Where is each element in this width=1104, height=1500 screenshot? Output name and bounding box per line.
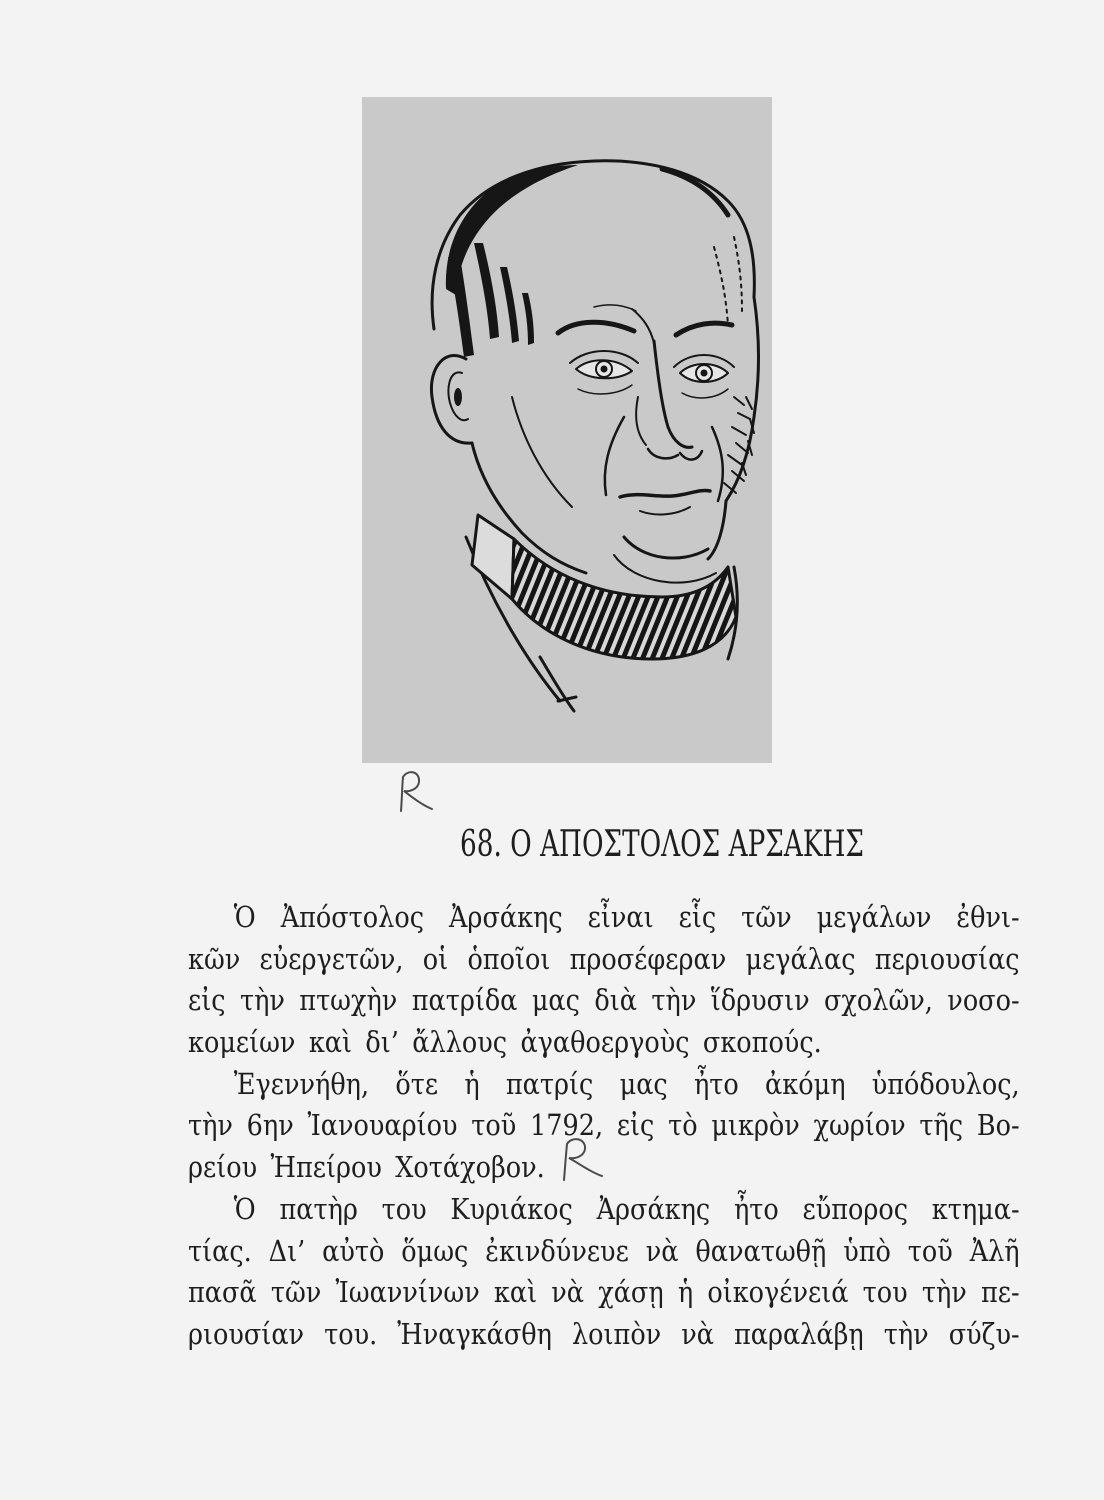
text-line: εἰς τὴν πτωχὴν πατρίδα μας διὰ τὴν ἵδρυσιν σχολῶν, νοσο-	[188, 983, 1020, 1018]
cravat	[512, 539, 736, 659]
chapter-heading: 68. Ο ΑΠΟΣΤΟΛΟΣ ΑΡΣΑΚΗΣ	[460, 824, 864, 865]
ear	[431, 355, 472, 443]
text-line: τὴν 6ην Ἰανουαρίου τοῦ 1792, εἰς τὸ μικρὸν χωρίον τῆς Βο-	[188, 1108, 1020, 1143]
paragraph	[188, 1189, 1020, 1356]
text-line: Ἐγεννήθη, ὅτε ἡ πατρίς μας ἦτο ἀκόμη ὑπόδουλος,	[233, 1066, 1020, 1101]
eyebrows	[558, 305, 732, 343]
text-line: κῶν εὐεργετῶν, οἱ ὁποῖοι προσέφεραν μεγάλας περιουσίας	[188, 941, 1020, 976]
paragraph	[188, 897, 1020, 1064]
mouth	[620, 490, 710, 514]
portrait-illustration	[362, 97, 772, 763]
handwritten-annotation	[390, 765, 440, 820]
text-line: πασᾶ τῶν Ἰωαννίνων καὶ νὰ χάσῃ ἡ οἰκογένειά του τὴν πε-	[188, 1275, 1020, 1310]
text-line: κομείων καὶ δι’ ἄλλους ἀγαθοεργοὺς σκοπούς.	[188, 1025, 822, 1060]
right-eye	[674, 355, 734, 398]
text-line: ριουσίαν του. Ἠναγκάσθη λοιπὸν νὰ παραλάβῃ τὴν σύζυ-	[188, 1316, 1020, 1351]
shirt-collar	[472, 515, 514, 599]
left-eye	[570, 351, 638, 394]
body-text	[188, 897, 1020, 1356]
text-line: Ὁ πατὴρ του Κυριάκος Ἀρσάκης ἦτο εὔπορος κτημα-	[233, 1191, 1020, 1226]
nose	[636, 341, 702, 460]
chin	[614, 537, 716, 583]
handwritten-annotation	[556, 1130, 608, 1186]
text-line: τίας. Δι’ αὐτὸ ὅμως ἐκινδύνευε νὰ θανατωθῇ ὑπὸ τοῦ Ἀλῆ	[188, 1233, 1020, 1268]
pencil-stroke	[401, 772, 432, 811]
pencil-stroke	[564, 1139, 602, 1180]
cheek-lines	[512, 397, 723, 507]
portrait-drawing	[362, 97, 772, 763]
text-line: Ὁ Ἀπόστολος Ἀρσάκης εἶναι εἷς τῶν μεγάλων ἐθνι-	[233, 900, 1020, 934]
text-line: ρείου Ἠπείρου Χοτάχοβον.	[188, 1150, 545, 1185]
